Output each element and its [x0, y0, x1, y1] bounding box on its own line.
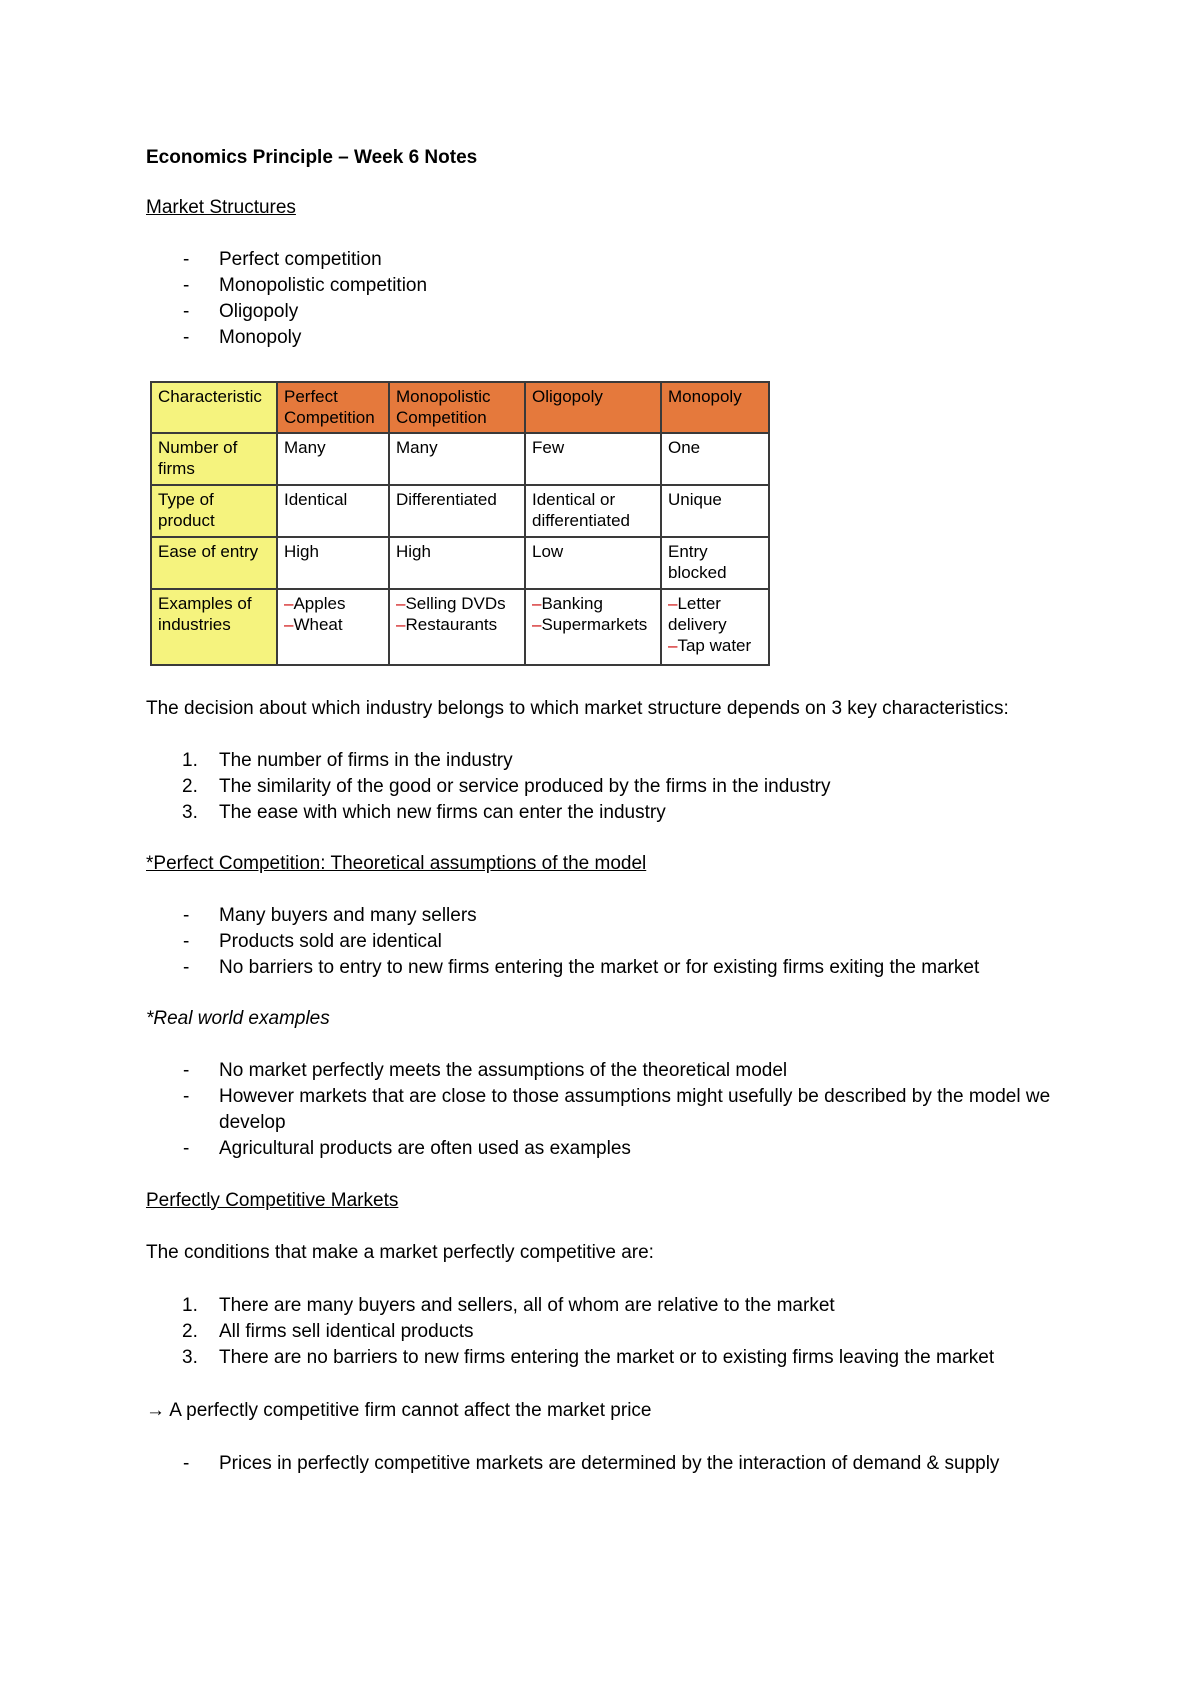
list-item: - Prices in perfectly competitive markets are determined by the interaction of demand & supply: [146, 1451, 1066, 1477]
document-page: [146, 146, 1066, 1477]
table-cell: High: [389, 537, 525, 589]
list-item: 1. There are many buyers and sellers, all of whom are relative to the market: [182, 1295, 835, 1316]
list-item: - No market perfectly meets the assumptions of the theoretical model: [146, 1058, 1066, 1084]
table-cell: Many: [389, 433, 525, 485]
example-item: Apples: [293, 594, 346, 613]
dash-bullet: -: [183, 1138, 190, 1159]
table-cell: High: [277, 537, 389, 589]
example-item: Wheat: [293, 615, 343, 634]
row-label: Examples of industries: [151, 589, 277, 665]
table-cell: [661, 589, 769, 665]
list-item: - Perfect competition: [146, 247, 1066, 273]
table-cell: Identical or differentiated: [525, 485, 661, 537]
row-label: Number of firms: [151, 433, 277, 485]
list-item: - Monopoly: [146, 325, 1066, 351]
list-item: 3. The ease with which new firms can enter the industry: [182, 802, 666, 823]
table-cell: Few: [525, 433, 661, 485]
table-header-row: [151, 382, 769, 433]
row-label: Type of product: [151, 485, 277, 537]
example-dash: –: [396, 594, 406, 613]
perfect-markets-intro: The conditions that make a market perfectly competitive are:: [146, 1242, 654, 1263]
real-world-heading: *Real world examples: [146, 1008, 330, 1029]
example-dash: –: [284, 594, 294, 613]
list-item: - Products sold are identical: [146, 929, 1066, 955]
list-item: 2. All firms sell identical products: [182, 1321, 474, 1342]
dash-bullet: -: [183, 931, 190, 952]
list-item: 2. The similarity of the good or service produced by the firms in the industry: [182, 776, 831, 797]
perfect-markets-list: [146, 1293, 1066, 1371]
table-cell: Entry blocked: [661, 537, 769, 589]
list-item: - Many buyers and many sellers: [146, 903, 1066, 929]
dash-bullet: -: [183, 327, 190, 348]
example-item: Tap water: [677, 636, 752, 655]
dash-bullet: -: [183, 905, 190, 926]
conclusion-line: [146, 1398, 1066, 1424]
dash-bullet: -: [183, 249, 190, 270]
list-item: 3. There are no barriers to new firms entering the market or to existing firms leaving the market: [182, 1347, 995, 1368]
decision-list: [146, 748, 1066, 826]
example-dash: –: [668, 636, 678, 655]
perfect-markets-heading: Perfectly Competitive Markets: [146, 1190, 399, 1211]
example-item: Restaurants: [405, 615, 498, 634]
row-label: Ease of entry: [151, 537, 277, 589]
table-cell: Unique: [661, 485, 769, 537]
list-item: - Monopolistic competition: [146, 273, 1066, 299]
table-cell: Identical: [277, 485, 389, 537]
arrow-right-icon: →: [146, 1400, 165, 1421]
assumptions-list: [146, 903, 1066, 981]
dash-bullet: -: [183, 957, 190, 978]
table-header-cell: Characteristic: [151, 382, 277, 433]
table-cell: Many: [277, 433, 389, 485]
final-list: [146, 1451, 1066, 1477]
decision-intro: The decision about which industry belongs to which market structure depends on 3 key characteristics:: [146, 698, 1009, 719]
example-item: Letter delivery: [668, 594, 727, 634]
example-dash: –: [668, 594, 678, 613]
table-header-cell: Perfect Competition: [277, 382, 389, 433]
list-item: - Agricultural products are often used as examples: [146, 1136, 1066, 1162]
example-item: Selling DVDs: [405, 594, 506, 613]
conclusion-text: A perfectly competitive firm cannot affect the market price: [169, 1400, 652, 1421]
table-cell: [277, 589, 389, 665]
document-title: Economics Principle – Week 6 Notes: [146, 147, 478, 168]
market-structures-list: [146, 247, 1066, 351]
real-world-list: [146, 1058, 1066, 1162]
dash-bullet: -: [183, 301, 190, 322]
dash-bullet: -: [183, 1060, 190, 1081]
list-item: 1. The number of firms in the industry: [182, 750, 513, 771]
table-row: [151, 485, 769, 537]
dash-bullet: -: [183, 275, 190, 296]
table-row: [151, 433, 769, 485]
table-header-cell: Monopolistic Competition: [389, 382, 525, 433]
example-dash: –: [532, 615, 542, 634]
dash-bullet: -: [183, 1086, 190, 1107]
example-dash: –: [532, 594, 542, 613]
table-cell: One: [661, 433, 769, 485]
list-item: - No barriers to entry to new firms entering the market or for existing firms exiting the market: [146, 955, 1066, 981]
dash-bullet: -: [183, 1453, 190, 1474]
example-dash: –: [284, 615, 294, 634]
market-structure-table: [150, 381, 770, 666]
list-item: - However markets that are close to those assumptions might usefully be described by the model we develop: [183, 1086, 1051, 1133]
table-cell: [525, 589, 661, 665]
example-item: Banking: [541, 594, 603, 613]
table-header-cell: Oligopoly: [525, 382, 661, 433]
table-cell: [389, 589, 525, 665]
table-row: [151, 537, 769, 589]
example-item: Supermarkets: [541, 615, 648, 634]
table-cell: Low: [525, 537, 661, 589]
example-dash: –: [396, 615, 406, 634]
table-cell: Differentiated: [389, 485, 525, 537]
list-item: - Oligopoly: [146, 299, 1066, 325]
assumptions-heading: *Perfect Competition: Theoretical assumptions of the model: [146, 853, 647, 874]
table-header-cell: Monopoly: [661, 382, 769, 433]
market-structures-heading: Market Structures: [146, 197, 296, 218]
table-row: [151, 589, 769, 665]
